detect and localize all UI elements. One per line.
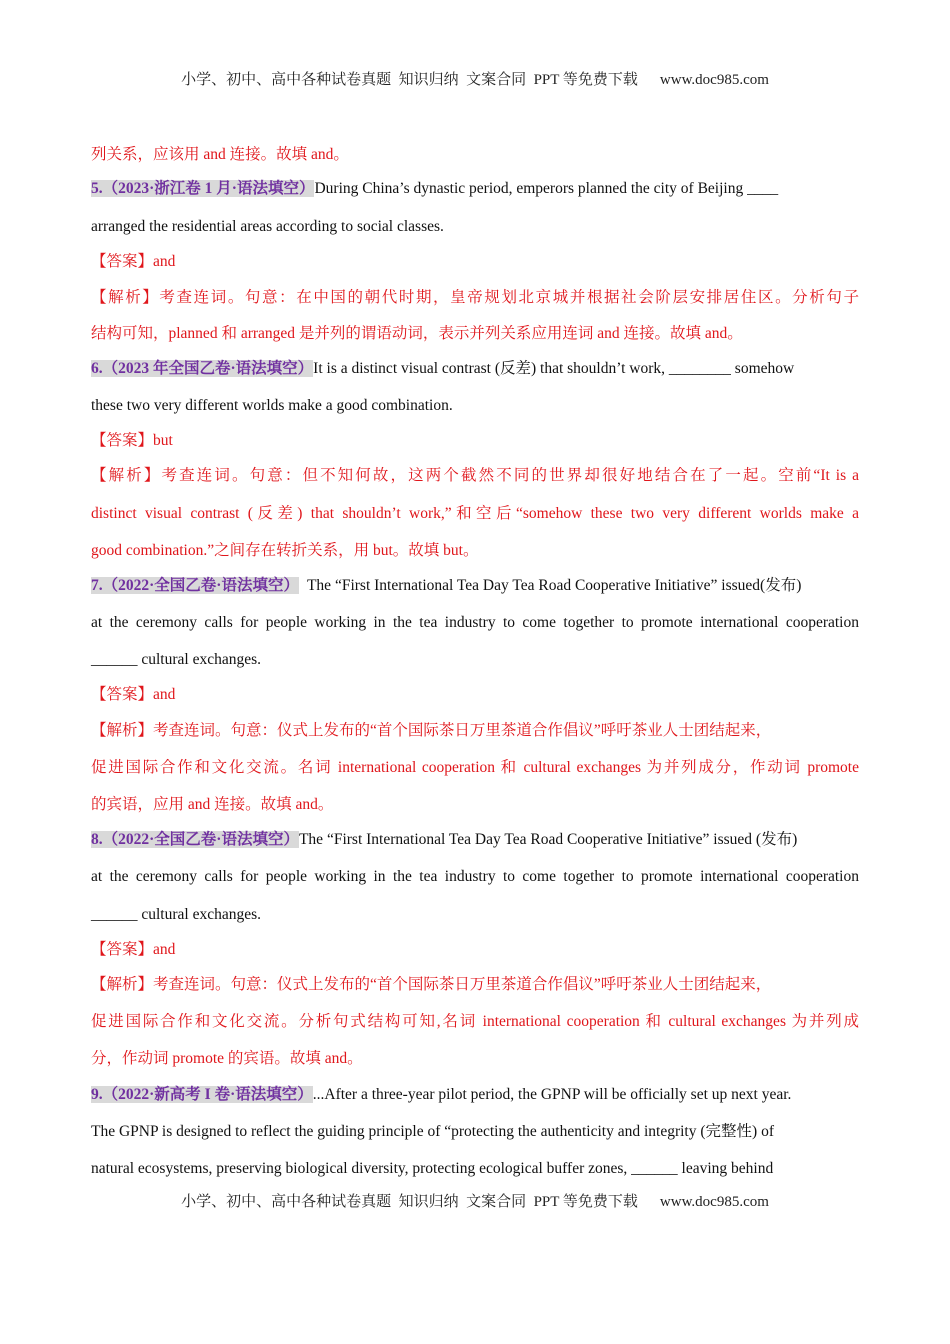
question-text: The “First International Tea Day Tea Road Cooperative Initiative” issued(发布) xyxy=(306,577,802,594)
analysis: good combination.”之间存在转折关系，用 but。故填 but。 xyxy=(91,542,479,559)
question-text: ...After a three-year pilot period, the GPNP will be officially set up next year. xyxy=(312,1086,792,1103)
question-label: 5.（2023·浙江卷 1 月·语法填空） xyxy=(91,180,315,197)
answer: 【答案】but xyxy=(91,432,173,449)
analysis: 促进国际合作和文化交流。名词 international cooperation 和 cultural exchanges 为并列成分，作动词 promote xyxy=(91,759,859,776)
question-text: these two very different worlds make a good combination. xyxy=(91,397,453,414)
question-8 xyxy=(91,830,859,850)
analysis: 促进国际合作和文化交流。分析句式结构可知,名词 international cooperation 和 cultural exchanges 为并列成 xyxy=(91,1013,859,1030)
question-text: arranged the residential areas according to social classes. xyxy=(91,218,444,235)
question-label: 6.（2023 年全国乙卷·语法填空） xyxy=(91,360,314,377)
answer: 【答案】and xyxy=(91,941,176,958)
question-6 xyxy=(91,359,859,379)
question-label: 9.（2022·新高考 I 卷·语法填空） xyxy=(91,1086,313,1103)
question-text: natural ecosystems, preserving biological diversity, protecting ecological buffer zones, ______ leaving behind xyxy=(91,1160,774,1177)
footer-text: 小学、初中、高中各种试卷真题 知识归纳 文案合同 PPT 等免费下载 xyxy=(181,1194,638,1210)
question-text: at the ceremony calls for people working in the tea industry to come together to promote international cooperation xyxy=(91,868,859,885)
question-text: at the ceremony calls for people working in the tea industry to come together to promote international cooperation xyxy=(91,614,859,631)
question-7 xyxy=(91,576,859,596)
header-link[interactable]: www.doc985.com xyxy=(659,72,769,88)
question-text: It is a distinct visual contrast (反差) that shouldn’t work, ________ somehow xyxy=(313,360,795,377)
analysis: 【解析】考查连词。句意：仪式上发布的“首个国际茶日万里茶道合作倡议”呼吁茶业人士团结起来， xyxy=(91,976,772,993)
analysis: distinct visual contrast (反差) that shouldn’t work,”和空后“somehow these two very different worlds make a xyxy=(91,505,859,522)
question-text: The “First International Tea Day Tea Road Cooperative Initiative” issued (发布) xyxy=(298,831,798,848)
question-5 xyxy=(91,179,859,199)
answer: 【答案】and xyxy=(91,686,176,703)
page-footer xyxy=(0,1190,950,1211)
question-label: 8.（2022·全国乙卷·语法填空） xyxy=(91,831,299,848)
analysis: 结构可知，planned 和 arranged 是并列的谓语动词，表示并列关系应用连词 and 连接。故填 and。 xyxy=(91,325,743,342)
header-text: 小学、初中、高中各种试卷真题 知识归纳 文案合同 PPT 等免费下载 xyxy=(181,72,638,88)
question-text: The GPNP is designed to reflect the guiding principle of “protecting the authenticity and integrity (完整性) of xyxy=(91,1123,774,1140)
analysis: 的宾语，应用 and 连接。故填 and。 xyxy=(91,796,334,813)
analysis: 【解析】考查连词。句意：在中国的朝代时期，皇帝规划北京城并根据社会阶层安排居住区。分析句子 xyxy=(91,289,859,306)
answer: 【答案】and xyxy=(91,253,176,270)
page-header xyxy=(0,68,950,89)
analysis: 【解析】考查连词。句意：但不知何故，这两个截然不同的世界却很好地结合在了一起。空前“It is a xyxy=(91,467,859,484)
footer-link[interactable]: www.doc985.com xyxy=(659,1194,769,1210)
analysis: 分，作动词 promote 的宾语。故填 and。 xyxy=(91,1050,363,1067)
continued-analysis: 列关系，应该用 and 连接。故填 and。 xyxy=(91,146,349,163)
question-9 xyxy=(91,1085,859,1105)
question-label: 7.（2022·全国乙卷·语法填空） xyxy=(91,577,299,594)
analysis: 【解析】考查连词。句意：仪式上发布的“首个国际茶日万里茶道合作倡议”呼吁茶业人士团结起来， xyxy=(91,722,772,739)
question-text: ______ cultural exchanges. xyxy=(91,906,262,923)
question-text: During China’s dynastic period, emperors planned the city of Beijing ____ xyxy=(314,180,779,197)
question-text: ______ cultural exchanges. xyxy=(91,651,262,668)
